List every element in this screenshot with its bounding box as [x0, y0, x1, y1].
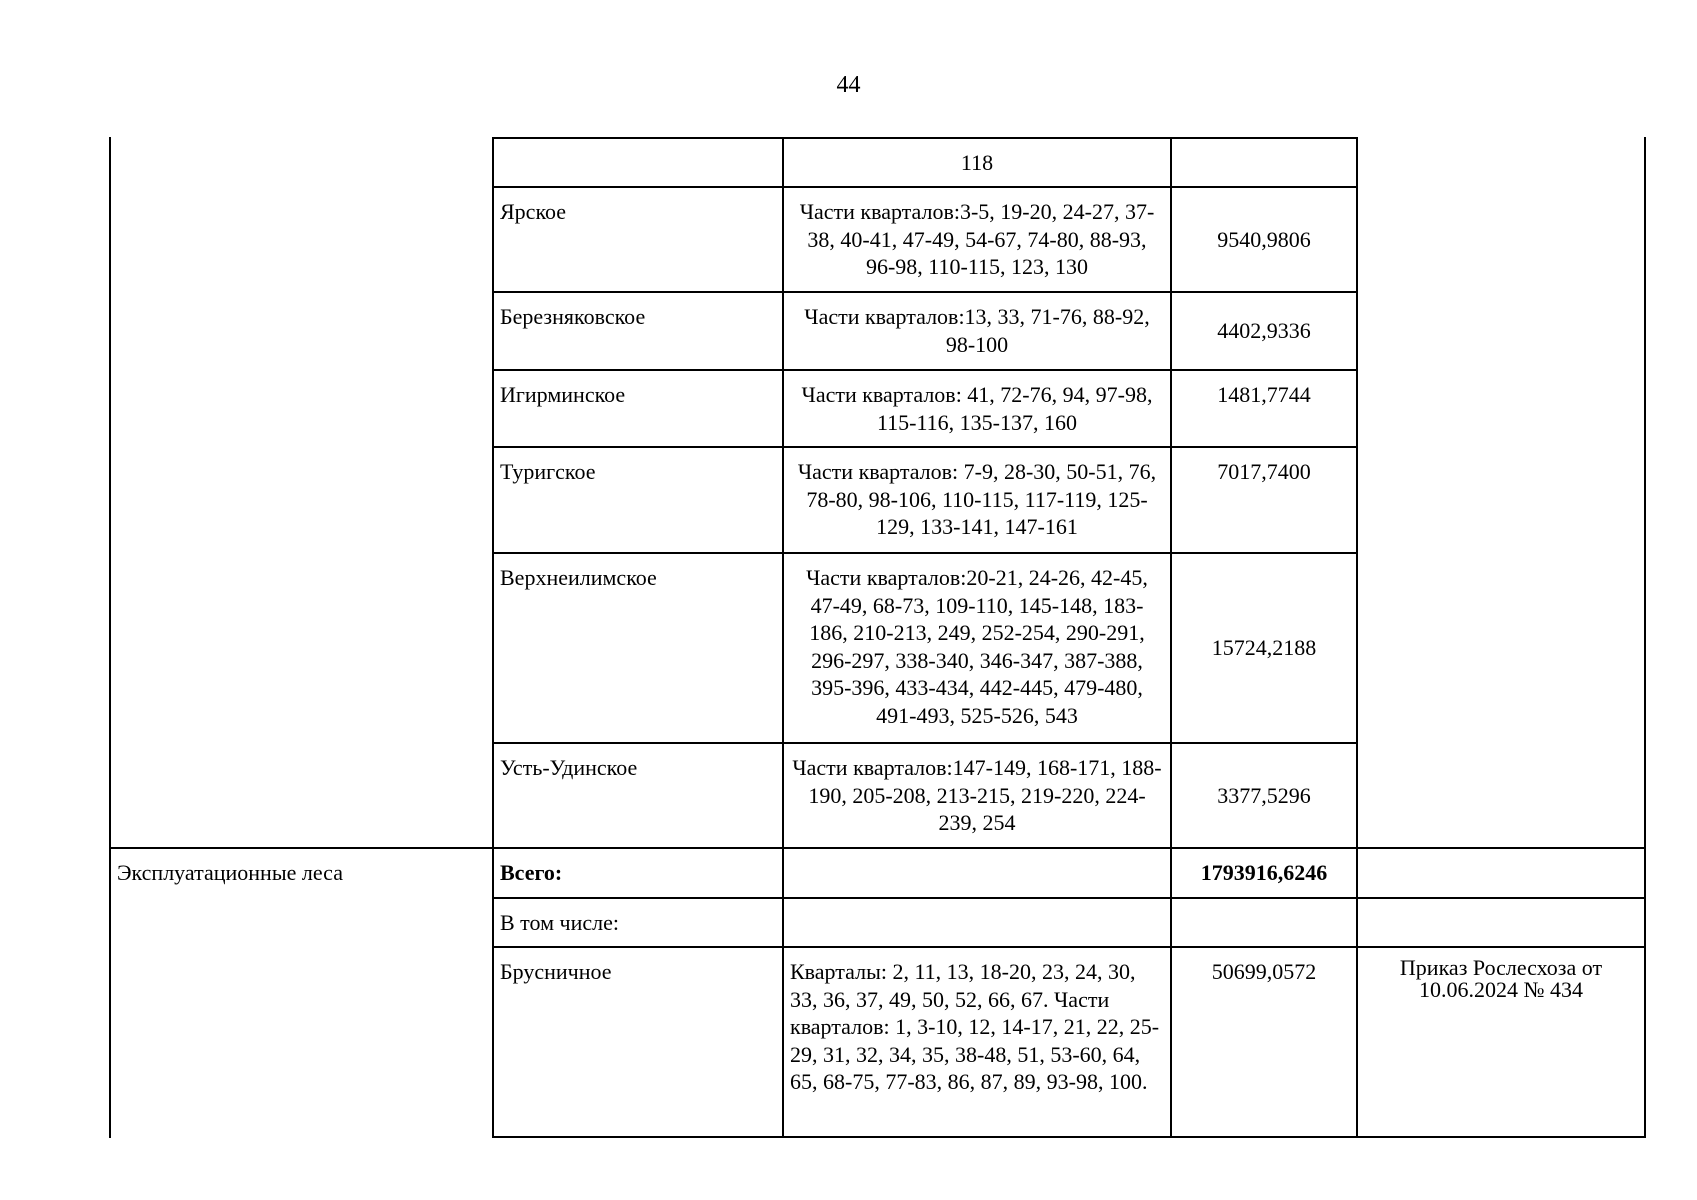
table-cell-area: 1481,7744 [1217, 382, 1311, 407]
table-cell-forestry: Игирминское [500, 382, 626, 407]
table-cell-quarters: 118 [960, 149, 994, 175]
page-number: 44 [836, 72, 861, 98]
table-cell-forestry: Березняковское [500, 304, 646, 329]
table-border-right [1644, 137, 1646, 1138]
forest-category-label: Эксплуатационные леса [117, 860, 343, 885]
table-cell-total-area: 1793916,6246 [1200, 860, 1328, 886]
table-cell-forestry: Верхнеилимское [500, 565, 657, 590]
table-border-left [109, 137, 111, 1138]
table-cell-quarters: Части кварталов: 41, 72-76, 94, 97-98, 115-116, 135-137, 160 [801, 382, 1153, 435]
table-cell-forestry: Брусничное [500, 959, 612, 984]
table-cell-quarters: Части кварталов: 7-9, 28-30, 50-51, 76, 78-80, 98-106, 110-115, 117-119, 125-129, 133-141, 147-161 [797, 459, 1157, 539]
table-cell-including-label: В том числе: [500, 910, 619, 935]
table-cell-quarters: Части кварталов:147-149, 168-171, 188-190, 205-208, 213-215, 219-220, 224-239, 254 [792, 755, 1162, 835]
table-cell-area: 50699,0572 [1211, 959, 1317, 984]
table-cell-area: 7017,7400 [1217, 459, 1311, 484]
table-cell-document: Приказ Рослесхоза от 10.06.2024 № 434 [1399, 955, 1603, 1002]
table-cell-area: 15724,2188 [1211, 635, 1317, 661]
table-cell-area: 9540,9806 [1217, 226, 1311, 252]
table-cell-forestry: Ярское [500, 199, 567, 224]
table-cell-area: 3377,5296 [1217, 782, 1311, 808]
table-cell-total-label: Всего: [500, 860, 563, 885]
table-cell-quarters: Части кварталов:20-21, 24-26, 42-45, 47-49, 68-73, 109-110, 145-148, 183-186, 210-213, 249, 252-254, 290-291, 296-297, 338-340, 346-347, 387-388, 395-396, 433-434, 442-445, 479-480, 491-493, 525-526, 543 [806, 565, 1148, 728]
table-cell-forestry: Усть-Удинское [500, 755, 638, 780]
table-cell-quarters: Части кварталов:13, 33, 71-76, 88-92, 98-100 [804, 304, 1150, 357]
row-line-10 [492, 1136, 1646, 1138]
table-cell-forestry: Туригское [500, 459, 596, 484]
table-cell-quarters: Кварталы: 2, 11, 13, 18-20, 23, 24, 30, 33, 36, 37, 49, 50, 52, 66, 67. Части кварталов: 1, 3-10, 12, 14-17, 21, 22, 25-29, 31, 32, 34, 35, 38-48, 51, 53-60, 64, 65, 68-75, 77-83, 86, 87, 89, 93-98, 100. [790, 959, 1160, 1094]
table-cell-quarters: Части кварталов:3-5, 19-20, 24-27, 37-38, 40-41, 47-49, 54-67, 74-80, 88-93, 96-98, 110-115, 123, 130 [799, 199, 1155, 279]
table-cell-area: 4402,9336 [1217, 318, 1311, 344]
